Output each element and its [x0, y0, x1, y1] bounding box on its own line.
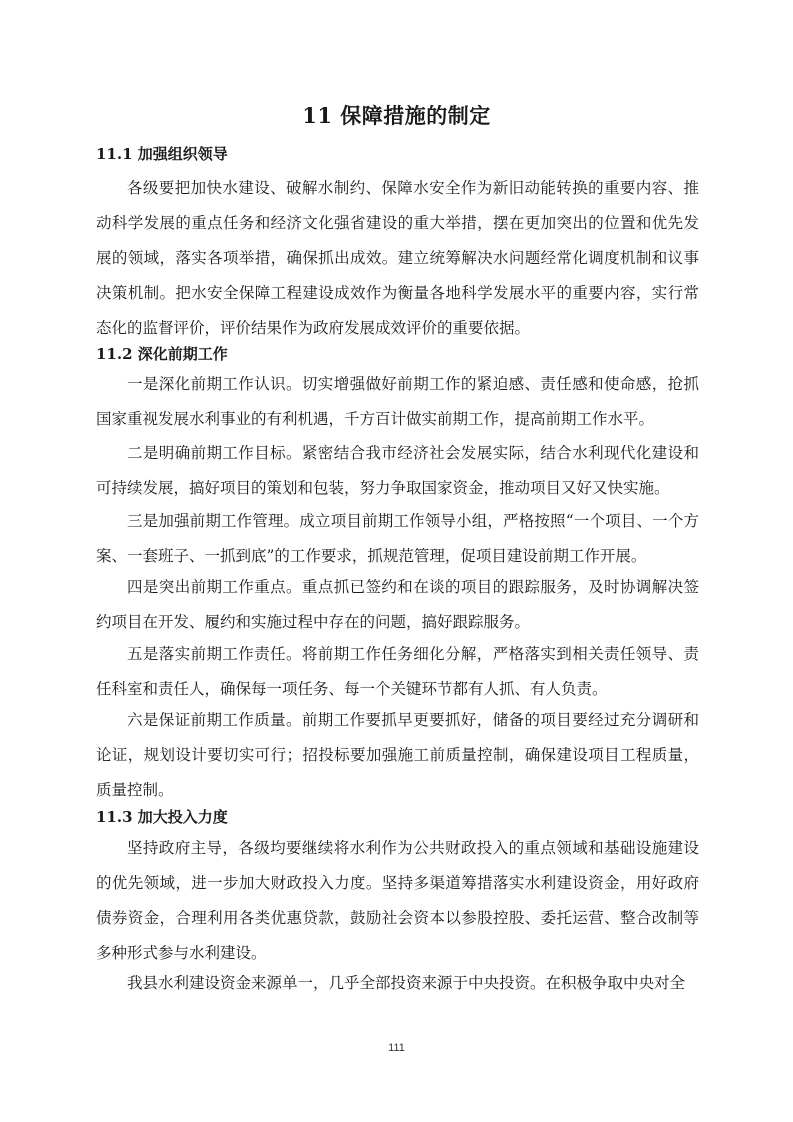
section-heading-11-1: 11.1 加强组织领导	[96, 145, 228, 163]
section-heading-11-3: 11.3 加大投入力度	[96, 808, 228, 826]
paragraph: 各级要把加快水建设、破解水制约、保障水安全作为新旧动能转换的重要内容、推动科学发展的重点任务和经济文化强省建设的重大举措，摆在更加突出的位置和优先发展的领域，落实各项举措，确保抓出成效。建立统筹解决水问题经常化调度机制和议事决策机制。把水安全保障工程建设成效作为衡量各地科学发展水平的重要内容，实行常态化的监督评价，评价结果作为政府发展成效评价的重要依据。	[96, 179, 699, 337]
paragraph: 三是加强前期工作管理。成立项目前期工作领导小组，严格按照“一个项目、一个方案、一套班子、一抓到底”的工作要求，抓规范管理，促项目建设前期工作开展。	[96, 512, 699, 565]
section-heading-11-2: 11.2 深化前期工作	[96, 345, 228, 363]
paragraph: 六是保证前期工作质量。前期工作要抓早更要抓好，储备的项目要经过充分调研和论证，规划设计要切实可行；招投标要加强施工前质量控制，确保建设项目工程质量，质量控制。	[96, 711, 699, 799]
paragraph: 四是突出前期工作重点。重点抓已签约和在谈的项目的跟踪服务，及时协调解决签约项目在开发、履约和实施过程中存在的问题，搞好跟踪服务。	[96, 578, 699, 631]
paragraph: 五是落实前期工作责任。将前期工作任务细化分解，严格落实到相关责任领导、责任科室和责任人，确保每一项任务、每一个关键环节都有人抓、有人负责。	[96, 645, 699, 698]
page-number: 111	[388, 1042, 405, 1054]
paragraph: 坚持政府主导，各级均要继续将水利作为公共财政投入的重点领域和基础设施建设的优先领域，进一步加大财政投入力度。坚持多渠道筹措落实水利建设资金，用好政府债券资金，合理利用各类优惠贷款，鼓励社会资本以参股控股、委托运营、整合改制等多种形式参与水利建设。	[96, 839, 699, 962]
paragraph: 二是明确前期工作目标。紧密结合我市经济社会发展实际，结合水利现代化建设和可持续发展，搞好项目的策划和包装，努力争取国家资金，推动项目又好又快实施。	[96, 444, 699, 497]
page-title: 11 保障措施的制定	[302, 103, 491, 128]
paragraph: 一是深化前期工作认识。切实增强做好前期工作的紧迫感、责任感和使命感，抢抓国家重视发展水利事业的有利机遇，千方百计做实前期工作，提高前期工作水平。	[96, 375, 699, 428]
paragraph: 我县水利建设资金来源单一，几乎全部投资来源于中央投资。在积极争取中央对全	[127, 974, 686, 992]
